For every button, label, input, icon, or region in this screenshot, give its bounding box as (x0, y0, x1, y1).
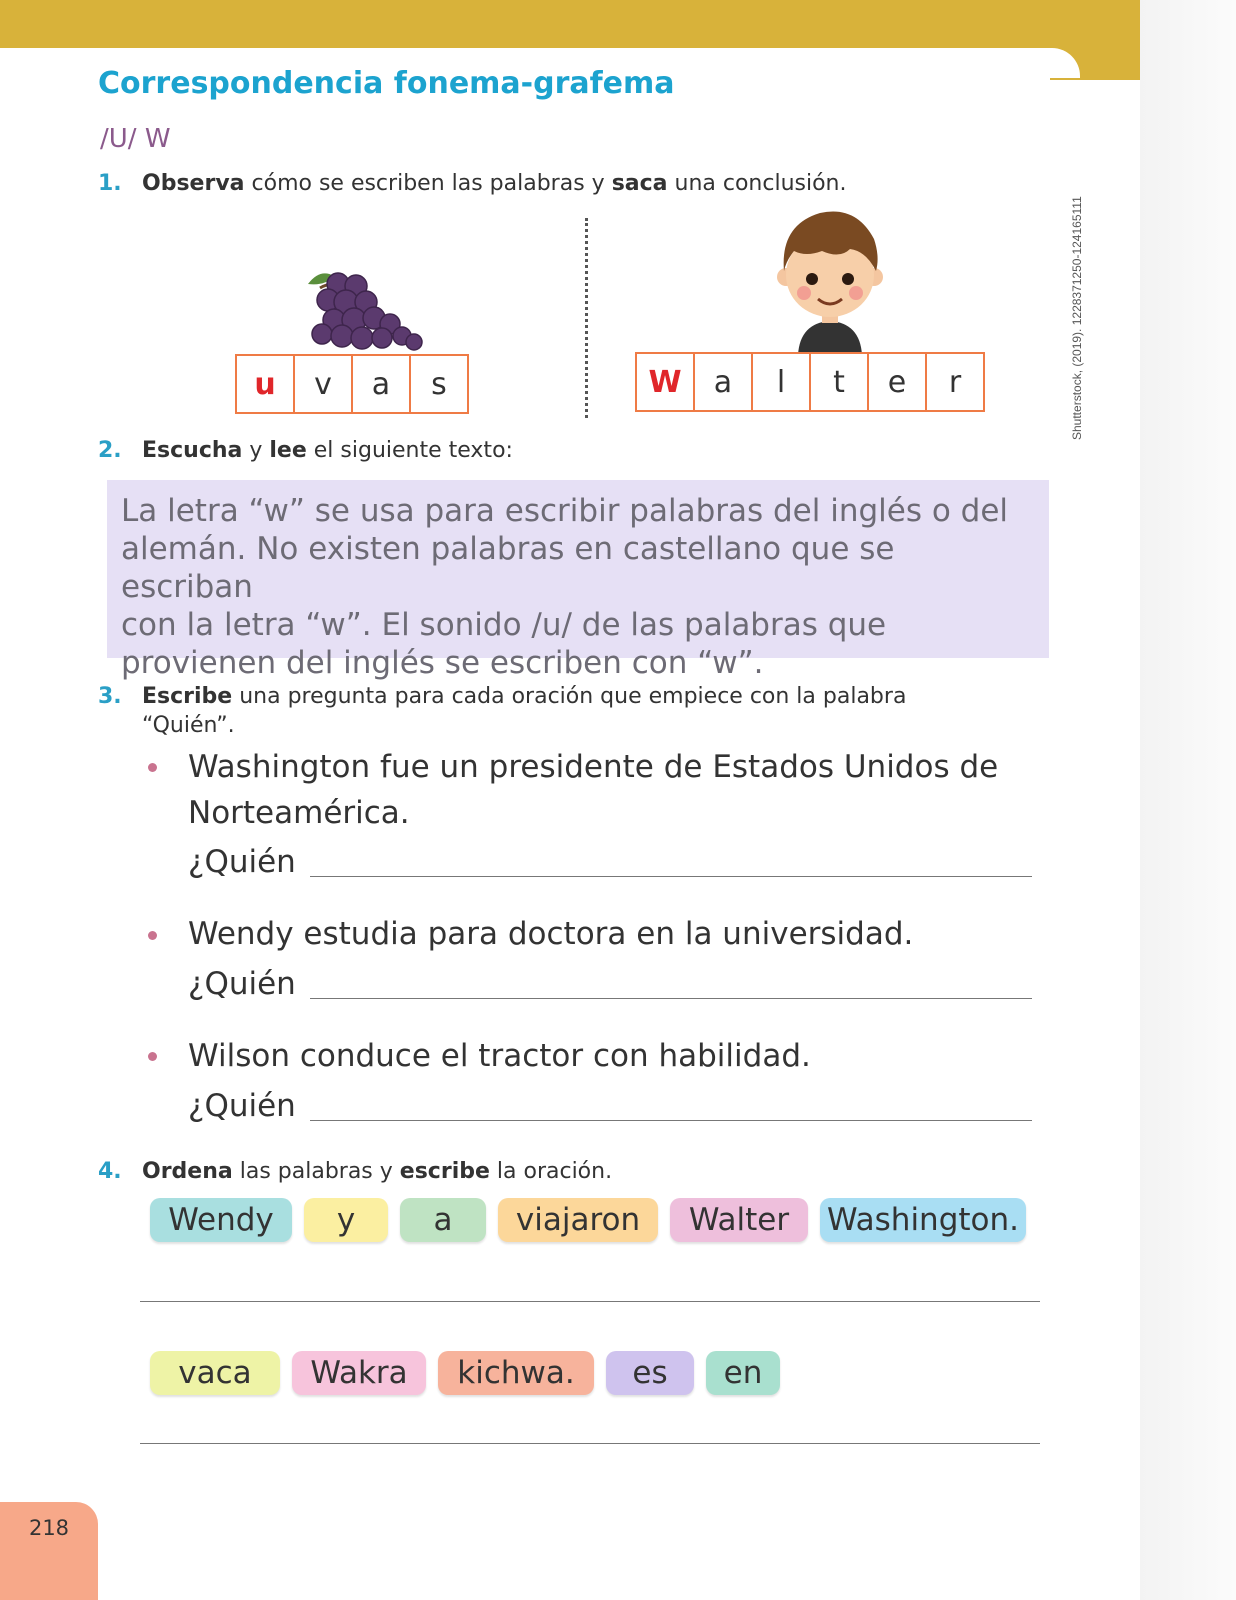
letter-box: W (635, 352, 695, 412)
q4-text-1: las palabras y (232, 1159, 400, 1184)
answer-line-2[interactable] (310, 998, 1032, 999)
letter-box: u (235, 354, 295, 414)
question-2-instruction (142, 438, 513, 463)
boy-image (770, 205, 890, 355)
q2-text-1: y (242, 438, 270, 463)
page-edge (1140, 0, 1236, 1600)
question-1-number: 1. (98, 171, 122, 196)
question-3-instruction-cont: “Quién”. (142, 713, 235, 738)
boy-cheek-right (849, 286, 863, 300)
question-prompt-1: ¿Quién (188, 844, 296, 880)
top-band (0, 0, 1140, 48)
reading-text-line: con la letra “w”. El sonido /u/ de las palabras que (121, 607, 887, 643)
grapes-image (290, 262, 430, 357)
letter-box: v (293, 354, 353, 414)
sentence-2: Wendy estudia para doctora en la universidad. (188, 916, 914, 952)
q4-verb-ordena: Ordena (142, 1159, 233, 1184)
sentence-1-line-2: Norteamérica. (188, 795, 410, 831)
question-4-instruction (142, 1159, 612, 1184)
word-chip[interactable]: es (606, 1351, 694, 1395)
grape-bunch (312, 273, 422, 350)
q1-verb-saca: saca (611, 171, 668, 196)
reading-text-box (107, 480, 1049, 681)
question-2-number: 2. (98, 438, 122, 463)
q2-text-2: el siguiente texto: (306, 438, 513, 463)
q1-verb-observa: Observa (142, 171, 245, 196)
sentence-answer-line-1[interactable] (140, 1301, 1040, 1302)
letter-box: a (351, 354, 411, 414)
question-4-number: 4. (98, 1159, 122, 1184)
answer-line-1[interactable] (310, 876, 1032, 877)
letter-box: r (925, 352, 985, 412)
word-chip[interactable]: kichwa. (438, 1351, 594, 1395)
bullet (148, 763, 157, 772)
letter-box: t (809, 352, 869, 412)
question-prompt-2: ¿Quién (188, 966, 296, 1002)
sentence-1 (188, 744, 1048, 836)
word-chip[interactable]: Washington. (820, 1198, 1026, 1242)
answer-line-3[interactable] (310, 1120, 1032, 1121)
sentence-3: Wilson conduce el tractor con habilidad. (188, 1038, 811, 1074)
word-chip[interactable]: vaca (150, 1351, 280, 1395)
page-number: 218 (28, 1516, 70, 1540)
boy-cheek-left (797, 286, 811, 300)
word-chip[interactable]: Wendy (150, 1198, 292, 1242)
word-walter (635, 352, 985, 412)
image-credit: Shutterstock, (2019). 1228371250-124165111 (1070, 196, 1084, 440)
question-3-number: 3. (98, 684, 122, 709)
word-chip[interactable]: Walter (670, 1198, 808, 1242)
word-chip[interactable]: viajaron (498, 1198, 658, 1242)
q3-text-1: una pregunta para cada oración que empiece con la palabra (232, 684, 907, 709)
word-chip[interactable]: a (400, 1198, 486, 1242)
sentence-answer-line-2[interactable] (140, 1443, 1040, 1444)
question-3-instruction (142, 684, 906, 709)
boy-shirt (798, 321, 862, 355)
reading-text-line: alemán. No existen palabras en castellano que se escriban (121, 531, 895, 605)
page-title: Correspondencia fonema-grafema (98, 66, 675, 101)
page-subtitle: /U/ W (100, 124, 171, 154)
word-chip[interactable]: en (706, 1351, 780, 1395)
word-uvas (235, 354, 469, 414)
question-1-instruction (142, 171, 847, 196)
q2-verb-lee: lee (269, 438, 307, 463)
sentence-1-line-1: Washington fue un presidente de Estados Unidos de (188, 749, 999, 785)
question-prompt-3: ¿Quién (188, 1088, 296, 1124)
boy-eye-left (806, 273, 818, 285)
letter-box: e (867, 352, 927, 412)
q1-text-2: una conclusión. (667, 171, 847, 196)
q4-verb-escribe: escribe (399, 1159, 490, 1184)
word-chips-row-2 (150, 1351, 780, 1395)
reading-text-line: provienen del inglés se escriben con “w”. (121, 645, 764, 681)
bullet (148, 1052, 157, 1061)
q3-verb-escribe: Escribe (142, 684, 233, 709)
word-chip[interactable]: y (304, 1198, 388, 1242)
dotted-divider (585, 218, 588, 418)
q2-verb-escucha: Escucha (142, 438, 243, 463)
word-chips-row-1 (150, 1198, 1026, 1242)
letter-box: a (693, 352, 753, 412)
letter-box: l (751, 352, 811, 412)
bullet (148, 931, 157, 940)
q4-text-2: la oración. (489, 1159, 613, 1184)
q1-text-1: cómo se escriben las palabras y (244, 171, 612, 196)
word-chip[interactable]: Wakra (292, 1351, 426, 1395)
letter-box: s (409, 354, 469, 414)
reading-text-line: La letra “w” se usa para escribir palabras del inglés o del (121, 493, 1009, 529)
boy-eye-right (842, 273, 854, 285)
